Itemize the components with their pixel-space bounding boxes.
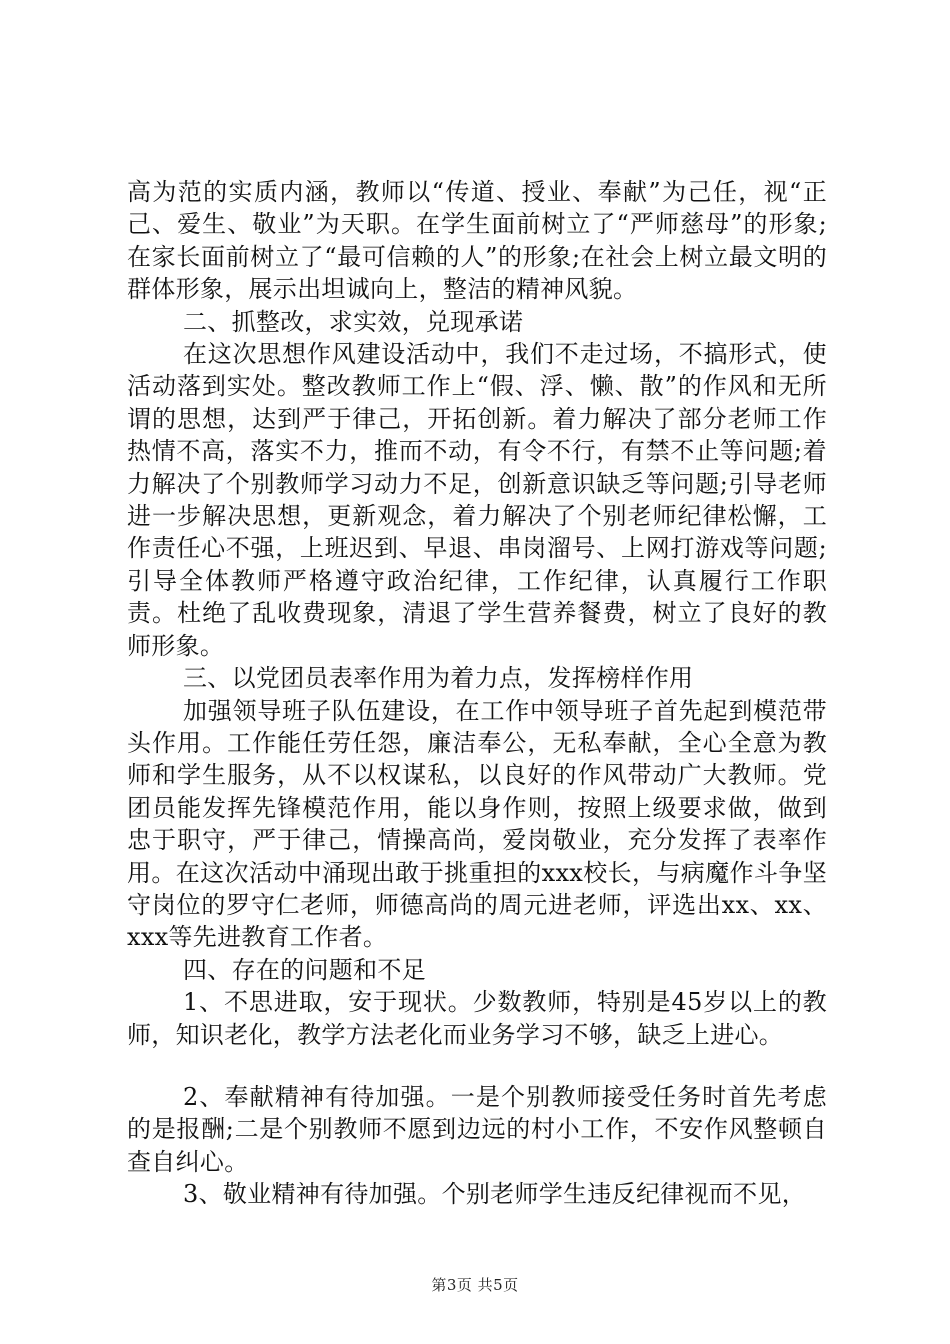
paragraph-rectification: 在这次思想作风建设活动中，我们不走过场，不搞形式，使活动落到实处。整改教师工作上“假、浮、懒、散”的作风和无所谓的思想，达到严于律己，开拓创新。着力解决了部分老师工作热情不高，落实不力，推而不动，有令不行，有禁不止等问题;着力解决了个别教师学习动力不足，创新意识缺乏等问题;引导老师进一步解决思想，更新观念，着力解决了个别老师纪律松懈，工作责任心不强，上班迟到、早退、串岗溜号、上网打游戏等问题;引导全体教师严格遵守政治纪律，工作纪律，认真履行工作职责。杜绝了乱收费现象，清退了学生营养餐费，树立了良好的教师形象。 xyxy=(127,340,827,660)
section-heading-4: 四、存在的问题和不足 xyxy=(183,955,426,984)
paragraph-continuation: 高为范的实质内涵，教师以“传道、授业、奉献”为己任，视“正己、爱生、敬业”为天职。在学生面前树立了“严师慈母”的形象;在家长面前树立了“最可信赖的人”的形象;在社会上树立最文明的群体形象，展示出坦诚向上，整洁的精神风貌。 xyxy=(127,178,827,304)
paragraph-leadership: 加强领导班子队伍建设，在工作中领导班子首先起到模范带头作用。工作能任劳任怨，廉洁奉公，无私奉献，全心全意为教师和学生服务，从不以权谋私，以良好的作风带动广大教师。党团员能发挥先锋模范作用，能以身作则，按照上级要求做，做到忠于职守，严于律己，情操高尚，爱岗敬业，充分发挥了表率作用。在这次活动中涌现出敢于挑重担的xxx校长，与病魔作斗争坚守岗位的罗守仁老师，师德高尚的周元进老师，评选出xx、xx、xxx等先进教育工作者。 xyxy=(127,696,827,952)
paragraph-problem-2: 2、奉献精神有待加强。一是个别教师接受任务时首先考虑的是报酬;二是个别教师不愿到边远的村小工作，不安作风整顿自查自纠心。 xyxy=(127,1082,827,1176)
paragraph-gap xyxy=(127,1051,827,1081)
section-heading-3: 三、以党团员表率作用为着力点，发挥榜样作用 xyxy=(183,664,694,693)
document-body xyxy=(127,176,827,1211)
paragraph-problem-1: 1、不思进取，安于现状。少数教师，特别是45岁以上的教师，知识老化，教学方法老化而业务学习不够，缺乏上进心。 xyxy=(127,988,827,1049)
paragraph-problem-3: 3、敬业精神有待加强。个别老师学生违反纪律视而不见， xyxy=(183,1180,807,1209)
section-heading-2: 二、抓整改，求实效，兑现承诺 xyxy=(183,307,524,336)
page-footer: 第3页 共5页 xyxy=(431,1276,519,1294)
